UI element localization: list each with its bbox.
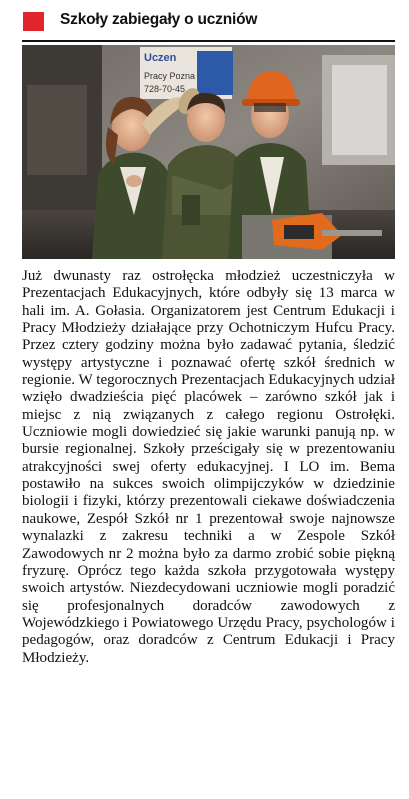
header-rule (22, 40, 395, 42)
headline: Szkoły zabiegały o uczniów (60, 11, 258, 28)
svg-text:Uczen: Uczen (144, 52, 177, 64)
article-photo (22, 45, 395, 259)
section-marker (23, 12, 44, 31)
article-header (0, 0, 409, 40)
article-paragraph: Już dwunasty raz ostrołęcka młodzież uczestniczyła w Prezentacjach Edukacyjnych, które odbyły się 13 marca w hali im. A. Gołasia. Organizatorem jest Centrum Edukacji i Pracy Młodzieży działające przy Ochotniczym Hufcu Pracy. Przez cztery godziny można było zadawać pytania, śledzić występy artystyczne i poznawać ofertę szkół średnich w regionie. W tegorocznych Prezentacjach Edukacyjnych udział wzięło dwadzieścia pięć placówek – zarówno szkół jak i miejsc z nią związanych z całego regionu Ostrołęki. Uczniowie mogli dowiedzieć się jakie warunki panują np. w bursie regionalnej. Szkoły prześcigały się w prezentowaniu atrakcyjności swej oferty edukacyjnej. I LO im. Bema postawiło na sukces swoich olimpijczyków w dziedzinie biologii i fizyki, którzy prezentowali ciekawe doświadczenia naukowe, Zespół Szkół nr 1 prezentował swoje najnowsze wynalazki z zakresu techniki a w Zespole Szkół Zawodowych nr 2 można było za darmo zrobić sobie piękną fryzurę. Oprócz tego każda szkoła przygotowała występy swoich artystów. Niezdecydowani uczniowie mogli poradzić się profesjonalnych doradców zawodowych z Wojewódzkiego i Powiatowego Urzędu Pracy, psychologów i pedagogów, oraz doradców z Centrum Edukacji i Pracy Młodzieży. (22, 268, 395, 666)
svg-text:728-70-45: 728-70-45 (144, 84, 186, 94)
svg-text:Pracy Pozna: Pracy Pozna (144, 71, 196, 81)
article-body (22, 268, 395, 667)
